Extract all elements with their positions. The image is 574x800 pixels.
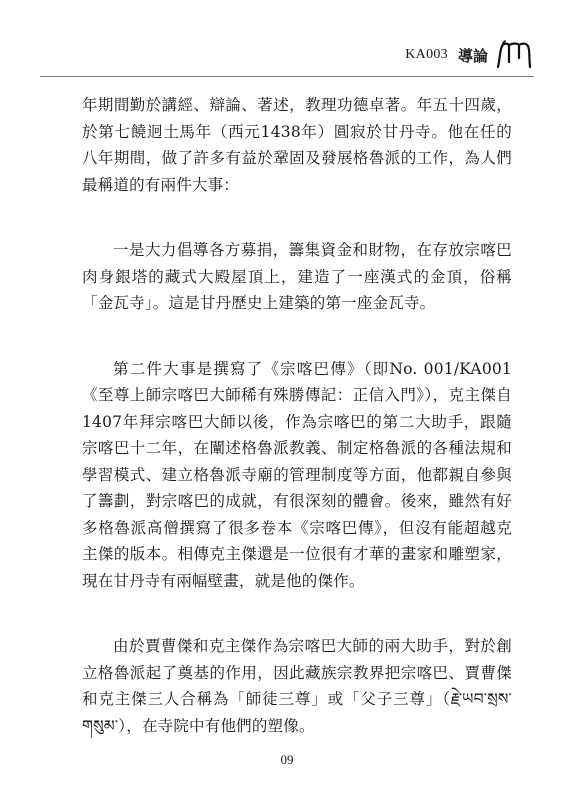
paragraph-gap — [82, 594, 512, 633]
section-title: 導論 — [457, 46, 488, 65]
paragraph-1: 年期間勤於講經、辯論、著述，教理功德卓著。年五十四歲，於第七饒迥土馬年（西元1438年）圓寂於甘丹寺。他在任的八年期間，做了許多有益於鞏固及發展格魯派的工作，為人們最稱道的有兩件大事： — [82, 96, 512, 194]
page-body — [82, 92, 512, 739]
paragraph-3: 第二件大事是撰寫了《宗喀巴傳》（即No. 001/KA001《至尊上師宗喀巴大師稀有殊勝傳記：正信入門》），克主傑自1407年拜宗喀巴大師以後，作為宗喀巴的第二大助手，跟隨宗喀巴十二年，在闡述格魯派教義、制定格魯派的各種法規和學習模式、建立格魯派寺廟的管理制度等方面，他都親自參與了籌劃，對宗喀巴的成就，有很深刻的體會。後來，雖然有好多格魯派高僧撰寫了很多卷本《宗喀巴傳》，但沒有能超越克主傑的版本。相傳克主傑還是一位很有才華的畫家和雕塑家，現在甘丹寺有兩幅壁畫，就是他的傑作。 — [82, 359, 512, 590]
paragraph-2: 一是大力倡導各方募捐，籌集資金和財物，在存放宗喀巴肉身銀塔的藏式大殿屋頂上，建造了一座漢式的金頂，俗稱「金瓦寺」。這是甘丹歷史上建築的第一座金瓦寺。 — [82, 241, 512, 312]
paragraph-4: 由於賈曹傑和克主傑作為宗喀巴大師的兩大助手，對於創立格魯派起了奠基的作用，因此藏族宗教界把宗喀巴、賈曹傑和克主傑三人合稱為「師徒三尊」或「父子三尊」（རྗེ་ཡབ་སྲས་གསུམ་），在寺院中有他們的塑像。 — [82, 637, 512, 735]
paragraph-gap — [82, 317, 512, 356]
paragraph-gap — [82, 198, 512, 237]
header-rule — [40, 76, 534, 77]
page-header — [405, 40, 534, 70]
document-code: KA003 — [405, 47, 448, 62]
tibetan-script-mark-icon — [494, 40, 534, 70]
page-number: 09 — [280, 752, 294, 767]
